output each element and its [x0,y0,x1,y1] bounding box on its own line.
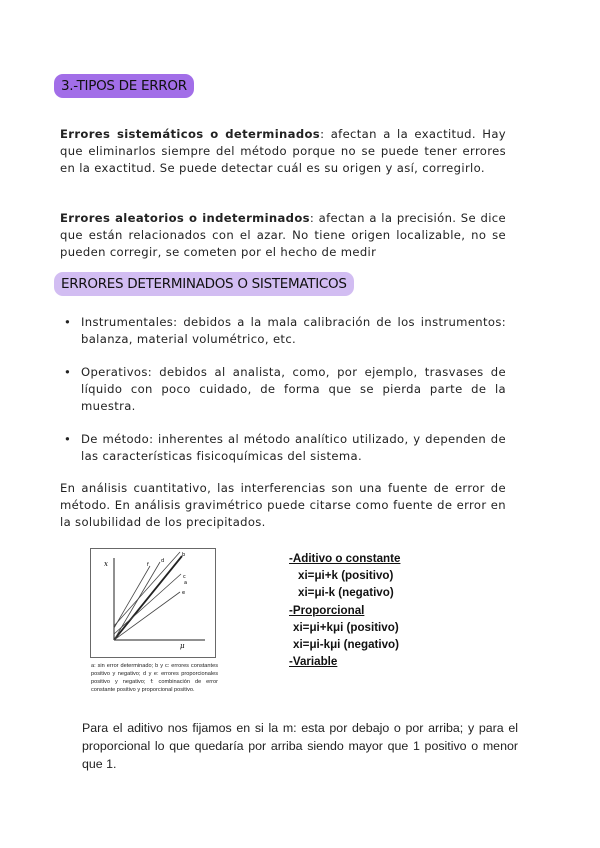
graph-caption: a: sin error determinado; b y c: errores constantes positivo y negativo; d y e: errores proporcionales positivo y negativo; f: combinación de error constante positivo y proporcional positivo. [91,663,218,693]
line-label-f: f [147,562,149,568]
list-item [60,364,506,416]
bullet-marker: • [64,432,72,446]
x-axis-label: μ [180,642,185,650]
subsection-title: ERRORES DETERMINADOS O SISTEMATICOS [54,272,354,296]
random-errors-text: : afectan a la precisión. Se dice que están relacionados con el azar. No tiene origen localizable, no se pueden corregir, se cometen por el hecho de medir [60,211,506,260]
list-item [60,314,506,348]
line-label-a: a [184,580,188,586]
line-label-e: e [182,590,186,596]
line-label-b: b [182,552,186,558]
analysis-paragraph: En análisis cuantitativo, las interferencias son una fuente de error de método. En análisis gravimétrico puede citarse como fuente de error en la solubilidad de los precipitados. [60,481,506,530]
bullet-list-method [60,431,506,465]
random-errors-term: Errores aleatorios o indeterminados [60,211,310,225]
bullet-list-operative [60,364,506,416]
proportional-negative-formula: xi=μi-kμi (negativo) [293,638,399,652]
bullet-list-instrumental [60,314,506,348]
random-errors-paragraph [60,210,506,262]
list-item-text: De método: inherentes al método analítico utilizado, y dependen de las características fisicoquímicas del sistema. [81,432,506,464]
additive-positive-formula: xi=μi+k (positivo) [298,569,394,583]
list-item-text: Operativos: debidos al analista, como, por ejemplo, trasvases de líquido con poco cuidado, de forma que se pierda parte de la muestra. [81,365,506,414]
y-axis-label: x [104,560,108,568]
additive-negative-formula: xi=μi-k (negativo) [298,586,394,600]
section-title: 3.-TIPOS DE ERROR [54,74,194,98]
bullet-marker: • [64,365,72,379]
additive-heading: -Aditivo o constante [289,552,401,565]
list-item [60,431,506,465]
final-paragraph: Para el aditivo nos fijamos en si la m: esta por debajo o por arriba; y para el proporcional lo que quedaría por arriba siendo mayor que 1 positivo o menor que 1. [82,721,518,771]
systematic-errors-term: Errores sistemáticos o determinados [60,127,321,141]
list-item-text: Instrumentales: debidos a la mala calibración de los instrumentos: balanza, material volumétrico, etc. [81,315,506,347]
variable-heading: -Variable [289,655,338,669]
error-formulas [289,550,400,670]
bullet-marker: • [64,315,72,329]
proportional-positive-formula: xi=μi+kμi (positivo) [293,620,399,634]
line-label-c: c [183,574,186,580]
line-label-d: d [161,558,165,564]
systematic-errors-paragraph [60,126,506,178]
systematic-errors-text: : afectan a la exactitud. Hay que eliminarlos siempre del método porque no se puede tener errores en la exactitud. Se puede detectar cuál es su origen y así, corregirlo. [60,127,507,176]
error-types-graph [90,548,216,658]
graph-frame [91,549,216,658]
proportional-heading: -Proporcional [289,603,365,617]
